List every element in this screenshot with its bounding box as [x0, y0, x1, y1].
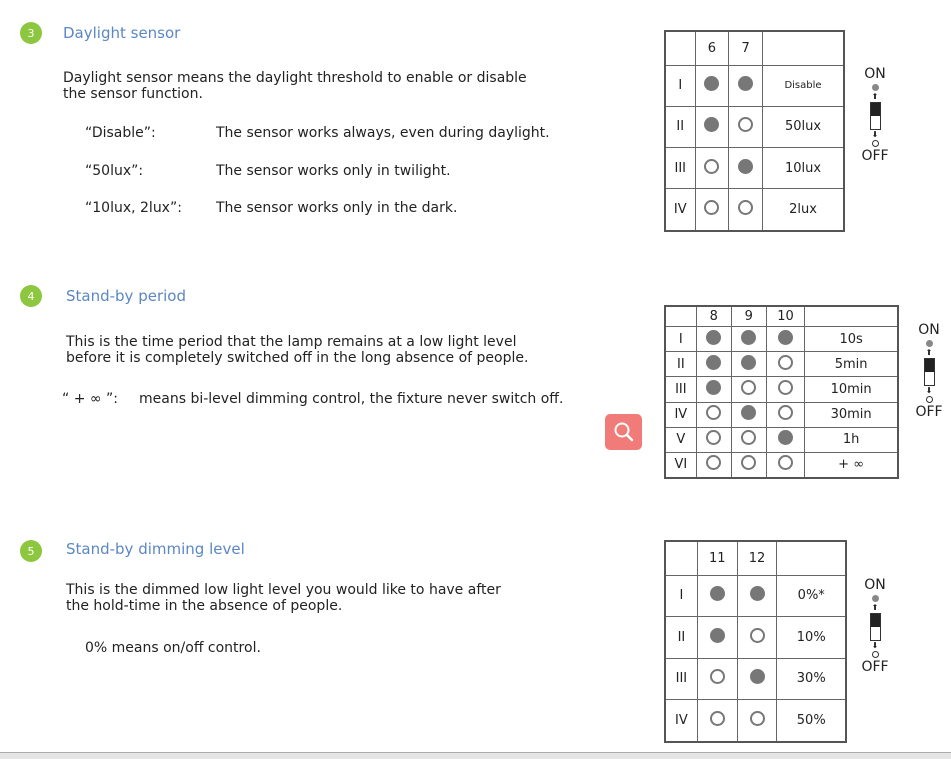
setting-value: 30min [805, 402, 898, 427]
switch-state-cell [695, 106, 729, 147]
row-label: III [665, 377, 696, 402]
row-label: I [665, 327, 696, 352]
empty-circle-icon [778, 405, 793, 420]
filled-circle-icon [750, 586, 765, 601]
filled-circle-icon [741, 330, 756, 345]
empty-circle-icon [741, 380, 756, 395]
switch-number-header: 10 [766, 306, 804, 327]
switch-number-header: 6 [695, 31, 729, 65]
empty-circle-icon [706, 430, 721, 445]
table-header-row [665, 541, 846, 575]
filled-circle-icon [741, 405, 756, 420]
empty-circle-icon [778, 380, 793, 395]
section-3-badge: 3 [20, 22, 42, 44]
section-5-title: Stand-by dimming level [66, 540, 245, 558]
dip-switch-legend: ON ⬆ ⬇ OFF [915, 322, 943, 420]
switch-state-cell [729, 189, 763, 231]
setting-value: Disable [763, 65, 844, 106]
empty-circle-icon [706, 405, 721, 420]
table-row [665, 452, 898, 478]
switch-state-cell [737, 617, 777, 658]
switch-state-cell [729, 106, 763, 147]
row-label: IV [665, 700, 697, 743]
row-label: VI [665, 452, 696, 478]
row-label: IV [665, 189, 695, 231]
header-cell [665, 31, 695, 65]
setting-value: + ∞ [805, 452, 898, 478]
section-5-desc: This is the dimmed low light level you would like to have after the hold-time in the absence of people. [66, 582, 501, 614]
section-4-desc: This is the time period that the lamp remains at a low light level before it is completely switched off in the long absence of people. [66, 334, 529, 366]
row-label: II [665, 106, 695, 147]
row-label: V [665, 427, 696, 452]
table-row [665, 377, 898, 402]
filled-circle-icon [706, 380, 721, 395]
table-row [665, 106, 844, 147]
filled-circle-icon [710, 586, 725, 601]
switch-state-cell [695, 147, 729, 188]
row-label: II [665, 352, 696, 377]
header-cell [665, 306, 696, 327]
switch-state-cell [697, 617, 737, 658]
table-row [665, 147, 844, 188]
header-cell [777, 541, 846, 575]
setting-value: 10s [805, 327, 898, 352]
search-icon [613, 421, 635, 443]
section-4-title: Stand-by period [66, 287, 186, 305]
filled-circle-icon [710, 628, 725, 643]
empty-circle-icon [738, 200, 753, 215]
switch-state-cell [731, 352, 766, 377]
setting-value: 5min [805, 352, 898, 377]
table-header-row [665, 306, 898, 327]
switch-state-cell [729, 147, 763, 188]
section-5-badge: 5 [20, 540, 42, 562]
switch-number-header: 11 [697, 541, 737, 575]
switch-state-cell [696, 402, 731, 427]
empty-circle-icon [778, 455, 793, 470]
dip-table-daylight [664, 30, 845, 232]
table-row [665, 402, 898, 427]
switch-state-cell [737, 575, 777, 616]
setting-value: 30% [777, 658, 846, 699]
table-row [665, 700, 846, 743]
dip-table-standby-period [664, 305, 899, 479]
switch-state-cell [696, 377, 731, 402]
header-cell [665, 541, 697, 575]
table-row [665, 65, 844, 106]
switch-state-cell [697, 658, 737, 699]
empty-circle-icon [704, 159, 719, 174]
zoom-button[interactable] [605, 414, 642, 450]
empty-circle-icon [750, 711, 765, 726]
empty-circle-icon [704, 200, 719, 215]
filled-circle-icon [706, 355, 721, 370]
dip-table-dimming-level [664, 540, 847, 743]
setting-value: 50% [777, 700, 846, 743]
empty-circle-icon [710, 669, 725, 684]
row-label: III [665, 658, 697, 699]
switch-state-cell [697, 700, 737, 743]
header-cell [805, 306, 898, 327]
empty-circle-icon [706, 455, 721, 470]
row-label: II [665, 617, 697, 658]
row-label: I [665, 575, 697, 616]
section-4-badge: 4 [20, 285, 42, 307]
section-3-desc: Daylight sensor means the daylight threshold to enable or disable the sensor function. [63, 70, 527, 102]
row-label: IV [665, 402, 696, 427]
filled-circle-icon [778, 330, 793, 345]
filled-circle-icon [704, 76, 719, 91]
switch-number-header: 12 [737, 541, 777, 575]
switch-state-cell [766, 352, 804, 377]
setting-value: 10% [777, 617, 846, 658]
setting-value: 1h [805, 427, 898, 452]
switch-state-cell [697, 575, 737, 616]
setting-value: 0%* [777, 575, 846, 616]
header-cell [763, 31, 844, 65]
table-header-row [665, 31, 844, 65]
switch-state-cell [766, 327, 804, 352]
empty-circle-icon [778, 355, 793, 370]
dip-switch-legend: ON ⬆ ⬇ OFF [861, 66, 889, 164]
filled-circle-icon [778, 430, 793, 445]
row-label: III [665, 147, 695, 188]
filled-circle-icon [738, 76, 753, 91]
table-row [665, 327, 898, 352]
switch-number-header: 8 [696, 306, 731, 327]
empty-circle-icon [710, 711, 725, 726]
empty-circle-icon [750, 628, 765, 643]
table-row [665, 617, 846, 658]
setting-value: 50lux [763, 106, 844, 147]
switch-state-cell [729, 65, 763, 106]
setting-value: 10lux [763, 147, 844, 188]
switch-number-header: 9 [731, 306, 766, 327]
switch-state-cell [737, 700, 777, 743]
filled-circle-icon [738, 159, 753, 174]
filled-circle-icon [750, 669, 765, 684]
switch-state-cell [696, 327, 731, 352]
switch-state-cell [695, 189, 729, 231]
filled-circle-icon [741, 355, 756, 370]
table-row [665, 352, 898, 377]
empty-circle-icon [741, 430, 756, 445]
dip-switch-legend: ON ⬆ ⬇ OFF [861, 577, 889, 675]
switch-state-cell [731, 402, 766, 427]
switch-state-cell [731, 427, 766, 452]
empty-circle-icon [741, 455, 756, 470]
table-row [665, 575, 846, 616]
table-row [665, 427, 898, 452]
row-label: I [665, 65, 695, 106]
switch-state-cell [696, 352, 731, 377]
switch-state-cell [731, 327, 766, 352]
empty-circle-icon [738, 117, 753, 132]
switch-state-cell [696, 427, 731, 452]
table-row [665, 658, 846, 699]
setting-value: 2lux [763, 189, 844, 231]
switch-state-cell [731, 377, 766, 402]
switch-state-cell [766, 427, 804, 452]
switch-state-cell [695, 65, 729, 106]
switch-number-header: 7 [729, 31, 763, 65]
filled-circle-icon [704, 117, 719, 132]
filled-circle-icon [706, 330, 721, 345]
setting-value: 10min [805, 377, 898, 402]
switch-state-cell [766, 402, 804, 427]
section-3-title: Daylight sensor [63, 24, 181, 42]
switch-state-cell [766, 452, 804, 478]
switch-state-cell [766, 377, 804, 402]
switch-state-cell [737, 658, 777, 699]
table-row [665, 189, 844, 231]
switch-state-cell [731, 452, 766, 478]
switch-state-cell [696, 452, 731, 478]
